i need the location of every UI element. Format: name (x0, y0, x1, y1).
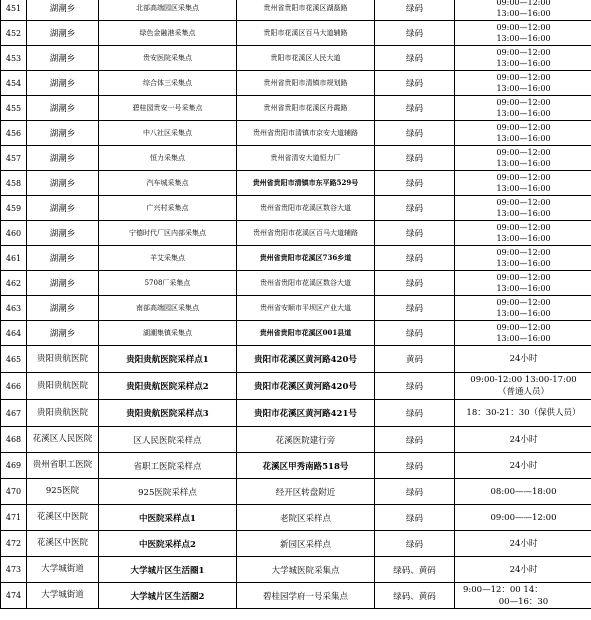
cell-time (455, 583, 591, 609)
cell-no: 474 (1, 583, 27, 609)
cell-no: 470 (1, 479, 27, 505)
cell-time (455, 0, 591, 21)
cell-no: 451 (1, 0, 27, 21)
cell-district: 湖潮乡 (27, 121, 99, 146)
cell-code: 绿码 (375, 321, 455, 346)
time-line: 09:00—12:00 (496, 173, 551, 182)
cell-no: 469 (1, 453, 27, 479)
time-line: 09:00—12:00 (496, 123, 551, 132)
table-row (1, 321, 591, 346)
cell-no: 466 (1, 373, 27, 400)
time-line: 09:00—12:00 (496, 73, 551, 82)
time-line: 09:00—12:00 (496, 0, 551, 7)
cell-address: 贵阳市花溪区黄河路420号 (237, 373, 375, 400)
cell-address: 贵州省贵阳市清镇市东平路529号 (237, 171, 375, 196)
table-row (1, 196, 591, 221)
cell-code: 黄码 (375, 346, 455, 373)
table-row (1, 271, 591, 296)
cell-time (455, 373, 591, 400)
cell-address: 贵阳市花溪区人民大道 (237, 46, 375, 71)
cell-time (455, 427, 591, 453)
table-row (1, 373, 591, 400)
cell-no: 465 (1, 346, 27, 373)
time-line: 18：30-21：30（保供人员） (466, 408, 581, 418)
cell-name: 省职工医院采样点 (99, 453, 237, 479)
cell-code: 绿码 (375, 96, 455, 121)
cell-address: 花溪医院建行旁 (237, 427, 375, 453)
cell-code: 绿码 (375, 246, 455, 271)
cell-district: 大学城街道 (27, 583, 99, 609)
cell-district: 湖潮乡 (27, 246, 99, 271)
table-row (1, 583, 591, 609)
time-line: （普通人员） (497, 387, 549, 397)
time-line: 13:00—16:00 (496, 59, 551, 68)
cell-district: 花溪区人民医院 (27, 427, 99, 453)
cell-name: 大学城片区生活圈1 (99, 557, 237, 583)
cell-code: 绿码 (375, 221, 455, 246)
time-line: 13:00—16:00 (496, 159, 551, 168)
cell-name: 羊艾采集点 (99, 246, 237, 271)
cell-time (455, 196, 591, 221)
time-line: 13:00—16:00 (496, 209, 551, 218)
cell-address: 老院区采样点 (237, 505, 375, 531)
cell-name: 5708厂采集点 (99, 271, 237, 296)
cell-code: 绿码 (375, 71, 455, 96)
cell-time (455, 121, 591, 146)
cell-name: 贵阳贵航医院采样点3 (99, 400, 237, 427)
time-line: 08:00——18:00 (490, 486, 557, 497)
table-row (1, 479, 591, 505)
cell-address: 贵阳市花溪区黄河路421号 (237, 400, 375, 427)
cell-code: 绿码 (375, 271, 455, 296)
table-row (1, 246, 591, 271)
cell-name: 贵阳贵航医院采样点1 (99, 346, 237, 373)
time-line: 13:00—16:00 (496, 184, 551, 193)
time-line: 09:00—12:00 (496, 323, 551, 332)
time-line: 13:00—16:00 (496, 34, 551, 43)
time-line: 09:00—12:00 (496, 298, 551, 307)
cell-address: 贵州省贵阳市清镇市京安大道辅路 (237, 121, 375, 146)
table-row (1, 557, 591, 583)
cell-no: 453 (1, 46, 27, 71)
cell-name: 汽车城采集点 (99, 171, 237, 196)
cell-time (455, 21, 591, 46)
cell-no: 457 (1, 146, 27, 171)
cell-no: 456 (1, 121, 27, 146)
cell-address: 贵州省贵阳市清镇市规划路 (237, 71, 375, 96)
cell-district: 湖潮乡 (27, 146, 99, 171)
cell-time (455, 346, 591, 373)
cell-code: 绿码 (375, 196, 455, 221)
cell-address: 贵州省贵阳市花溪区736乡道 (237, 246, 375, 271)
cell-address: 碧桂园学府一号采集点 (237, 583, 375, 609)
cell-district: 湖潮乡 (27, 21, 99, 46)
cell-address: 大学城医院采集点 (237, 557, 375, 583)
cell-name: 中医院采样点2 (99, 531, 237, 557)
cell-district: 花溪区中医院 (27, 531, 99, 557)
cell-time (455, 146, 591, 171)
cell-no: 463 (1, 296, 27, 321)
cell-district: 925医院 (27, 479, 99, 505)
cell-code: 绿码 (375, 146, 455, 171)
cell-code: 绿码、黄码 (375, 557, 455, 583)
cell-time (455, 171, 591, 196)
table-row (1, 453, 591, 479)
cell-code: 绿码 (375, 21, 455, 46)
cell-name: 贵阳贵航医院采样点2 (99, 373, 237, 400)
cell-no: 468 (1, 427, 27, 453)
cell-district: 湖潮乡 (27, 221, 99, 246)
cell-name: 区人民医院采样点 (99, 427, 237, 453)
cell-time (455, 453, 591, 479)
cell-name: 综合体三采集点 (99, 71, 237, 96)
cell-name: 925医院采样点 (99, 479, 237, 505)
cell-no: 461 (1, 246, 27, 271)
cell-address: 贵州省贵阳市花溪区001县道 (237, 321, 375, 346)
table-row (1, 121, 591, 146)
cell-no: 454 (1, 71, 27, 96)
cell-time (455, 505, 591, 531)
time-line: 09:00-12:00 13:00-17:00 (470, 375, 577, 385)
cell-address: 贵州省贵阳市花溪区百马大道辅路 (237, 221, 375, 246)
cell-no: 473 (1, 557, 27, 583)
cell-district: 湖潮乡 (27, 71, 99, 96)
cell-name: 广兴村采集点 (99, 196, 237, 221)
cell-code: 绿码 (375, 531, 455, 557)
cell-time (455, 46, 591, 71)
cell-no: 472 (1, 531, 27, 557)
table-row (1, 146, 591, 171)
cell-time (455, 557, 591, 583)
time-line: 13:00—16:00 (496, 334, 551, 343)
cell-name: 宁德时代厂区内部采集点 (99, 221, 237, 246)
cell-district: 贵阳贵航医院 (27, 400, 99, 427)
time-line: 13:00—16:00 (496, 309, 551, 318)
table-row (1, 21, 591, 46)
cell-district: 湖潮乡 (27, 0, 99, 21)
cell-address: 经开区转盘附近 (237, 479, 375, 505)
time-line: 09:00—12:00 (496, 198, 551, 207)
cell-code: 绿码 (375, 0, 455, 21)
cell-name: 湖潮集镇采集点 (99, 321, 237, 346)
table-row (1, 0, 591, 21)
cell-no: 452 (1, 21, 27, 46)
cell-code: 绿码 (375, 373, 455, 400)
cell-name: 大学城片区生活圈2 (99, 583, 237, 609)
cell-no: 464 (1, 321, 27, 346)
time-line: 09:00—12:00 (496, 273, 551, 282)
time-line: 24小时 (509, 460, 538, 471)
time-line: 24小时 (509, 434, 538, 445)
table-row (1, 400, 591, 427)
cell-time (455, 246, 591, 271)
table-row (1, 96, 591, 121)
cell-code: 绿码 (375, 505, 455, 531)
table-row (1, 427, 591, 453)
cell-district: 花溪区中医院 (27, 505, 99, 531)
time-line: 13:00—16:00 (496, 109, 551, 118)
cell-district: 贵阳贵航医院 (27, 373, 99, 400)
cell-district: 湖潮乡 (27, 296, 99, 321)
cell-address: 贵州省贵阳市花溪区数谷大道 (237, 196, 375, 221)
cell-name: 恒力采集点 (99, 146, 237, 171)
table-row (1, 346, 591, 373)
time-line: 13:00—16:00 (496, 9, 551, 18)
time-line: 13:00—16:00 (496, 84, 551, 93)
cell-name: 中医院采样点1 (99, 505, 237, 531)
time-line: 24小时 (509, 354, 538, 364)
cell-time (455, 96, 591, 121)
cell-district: 湖潮乡 (27, 46, 99, 71)
cell-time (455, 321, 591, 346)
cell-time (455, 221, 591, 246)
time-line: 13:00—16:00 (496, 134, 551, 143)
time-line: 09:00—12:00 (496, 48, 551, 57)
cell-code: 绿码 (375, 453, 455, 479)
cell-time (455, 531, 591, 557)
cell-address: 新园区采样点 (237, 531, 375, 557)
time-line: 13:00—16:00 (496, 234, 551, 243)
time-line: 09:00——12:00 (490, 512, 557, 523)
time-line: 13:00—16:00 (496, 259, 551, 268)
cell-district: 湖潮乡 (27, 271, 99, 296)
cell-name: 南部高端园区采集点 (99, 296, 237, 321)
cell-address: 贵州省贵阳市花溪区湖磊路 (237, 0, 375, 21)
cell-time (455, 479, 591, 505)
cell-no: 471 (1, 505, 27, 531)
cell-no: 455 (1, 96, 27, 121)
cell-address: 花溪区甲秀南路518号 (237, 453, 375, 479)
table-row (1, 296, 591, 321)
cell-district: 贵阳贵航医院 (27, 346, 99, 373)
cell-district: 贵州省职工医院 (27, 453, 99, 479)
cell-district: 湖潮乡 (27, 96, 99, 121)
cell-address: 贵阳市花溪区百马大道辅路 (237, 21, 375, 46)
time-line: 13:00—16:00 (496, 284, 551, 293)
table-body (1, 0, 591, 609)
time-line: 09:00—12:00 (496, 248, 551, 257)
cell-address: 贵州省清安大道恒力厂 (237, 146, 375, 171)
cell-code: 绿码 (375, 479, 455, 505)
cell-address: 贵阳市花溪区黄河路420号 (237, 346, 375, 373)
table-row (1, 71, 591, 96)
cell-code: 绿码 (375, 171, 455, 196)
time-line: 09:00—12:00 (496, 98, 551, 107)
cell-address: 贵州省安顺市平坝区产业大道 (237, 296, 375, 321)
cell-code: 绿码 (375, 400, 455, 427)
cell-time (455, 400, 591, 427)
cell-code: 绿码、黄码 (375, 583, 455, 609)
cell-district: 湖潮乡 (27, 171, 99, 196)
cell-name: 绿色金融港采集点 (99, 21, 237, 46)
cell-no: 460 (1, 221, 27, 246)
cell-district: 湖潮乡 (27, 196, 99, 221)
cell-no: 459 (1, 196, 27, 221)
table-row (1, 46, 591, 71)
cell-no: 467 (1, 400, 27, 427)
cell-time (455, 271, 591, 296)
time-line: 24小时 (509, 564, 538, 575)
table-row (1, 531, 591, 557)
cell-name: 中八社区采集点 (99, 121, 237, 146)
time-line: 09:00—12:00 (496, 23, 551, 32)
table-row (1, 221, 591, 246)
cell-no: 458 (1, 171, 27, 196)
cell-address: 贵州省贵阳市花溪区丹霞路 (237, 96, 375, 121)
cell-district: 大学城街道 (27, 557, 99, 583)
time-line: 09:00—12:00 (496, 223, 551, 232)
cell-code: 绿码 (375, 46, 455, 71)
table-row (1, 171, 591, 196)
time-line: 09:00—12:00 (496, 148, 551, 157)
cell-code: 绿码 (375, 296, 455, 321)
time-line: 24小时 (509, 538, 538, 549)
cell-district: 湖潮乡 (27, 321, 99, 346)
cell-name: 贵安医院采集点 (99, 46, 237, 71)
cell-name: 北部高端园区采集点 (99, 0, 237, 21)
table-row (1, 505, 591, 531)
cell-time (455, 296, 591, 321)
cell-code: 绿码 (375, 427, 455, 453)
time-line: 9:00—12：00 14： (463, 584, 543, 595)
cell-no: 462 (1, 271, 27, 296)
cell-code: 绿码 (375, 121, 455, 146)
cell-address: 贵州省贵阳市花溪区数谷大道 (237, 271, 375, 296)
cell-time (455, 71, 591, 96)
cell-name: 碧桂园贵安一号采集点 (99, 96, 237, 121)
time-line: 00—16：30 (498, 596, 549, 607)
